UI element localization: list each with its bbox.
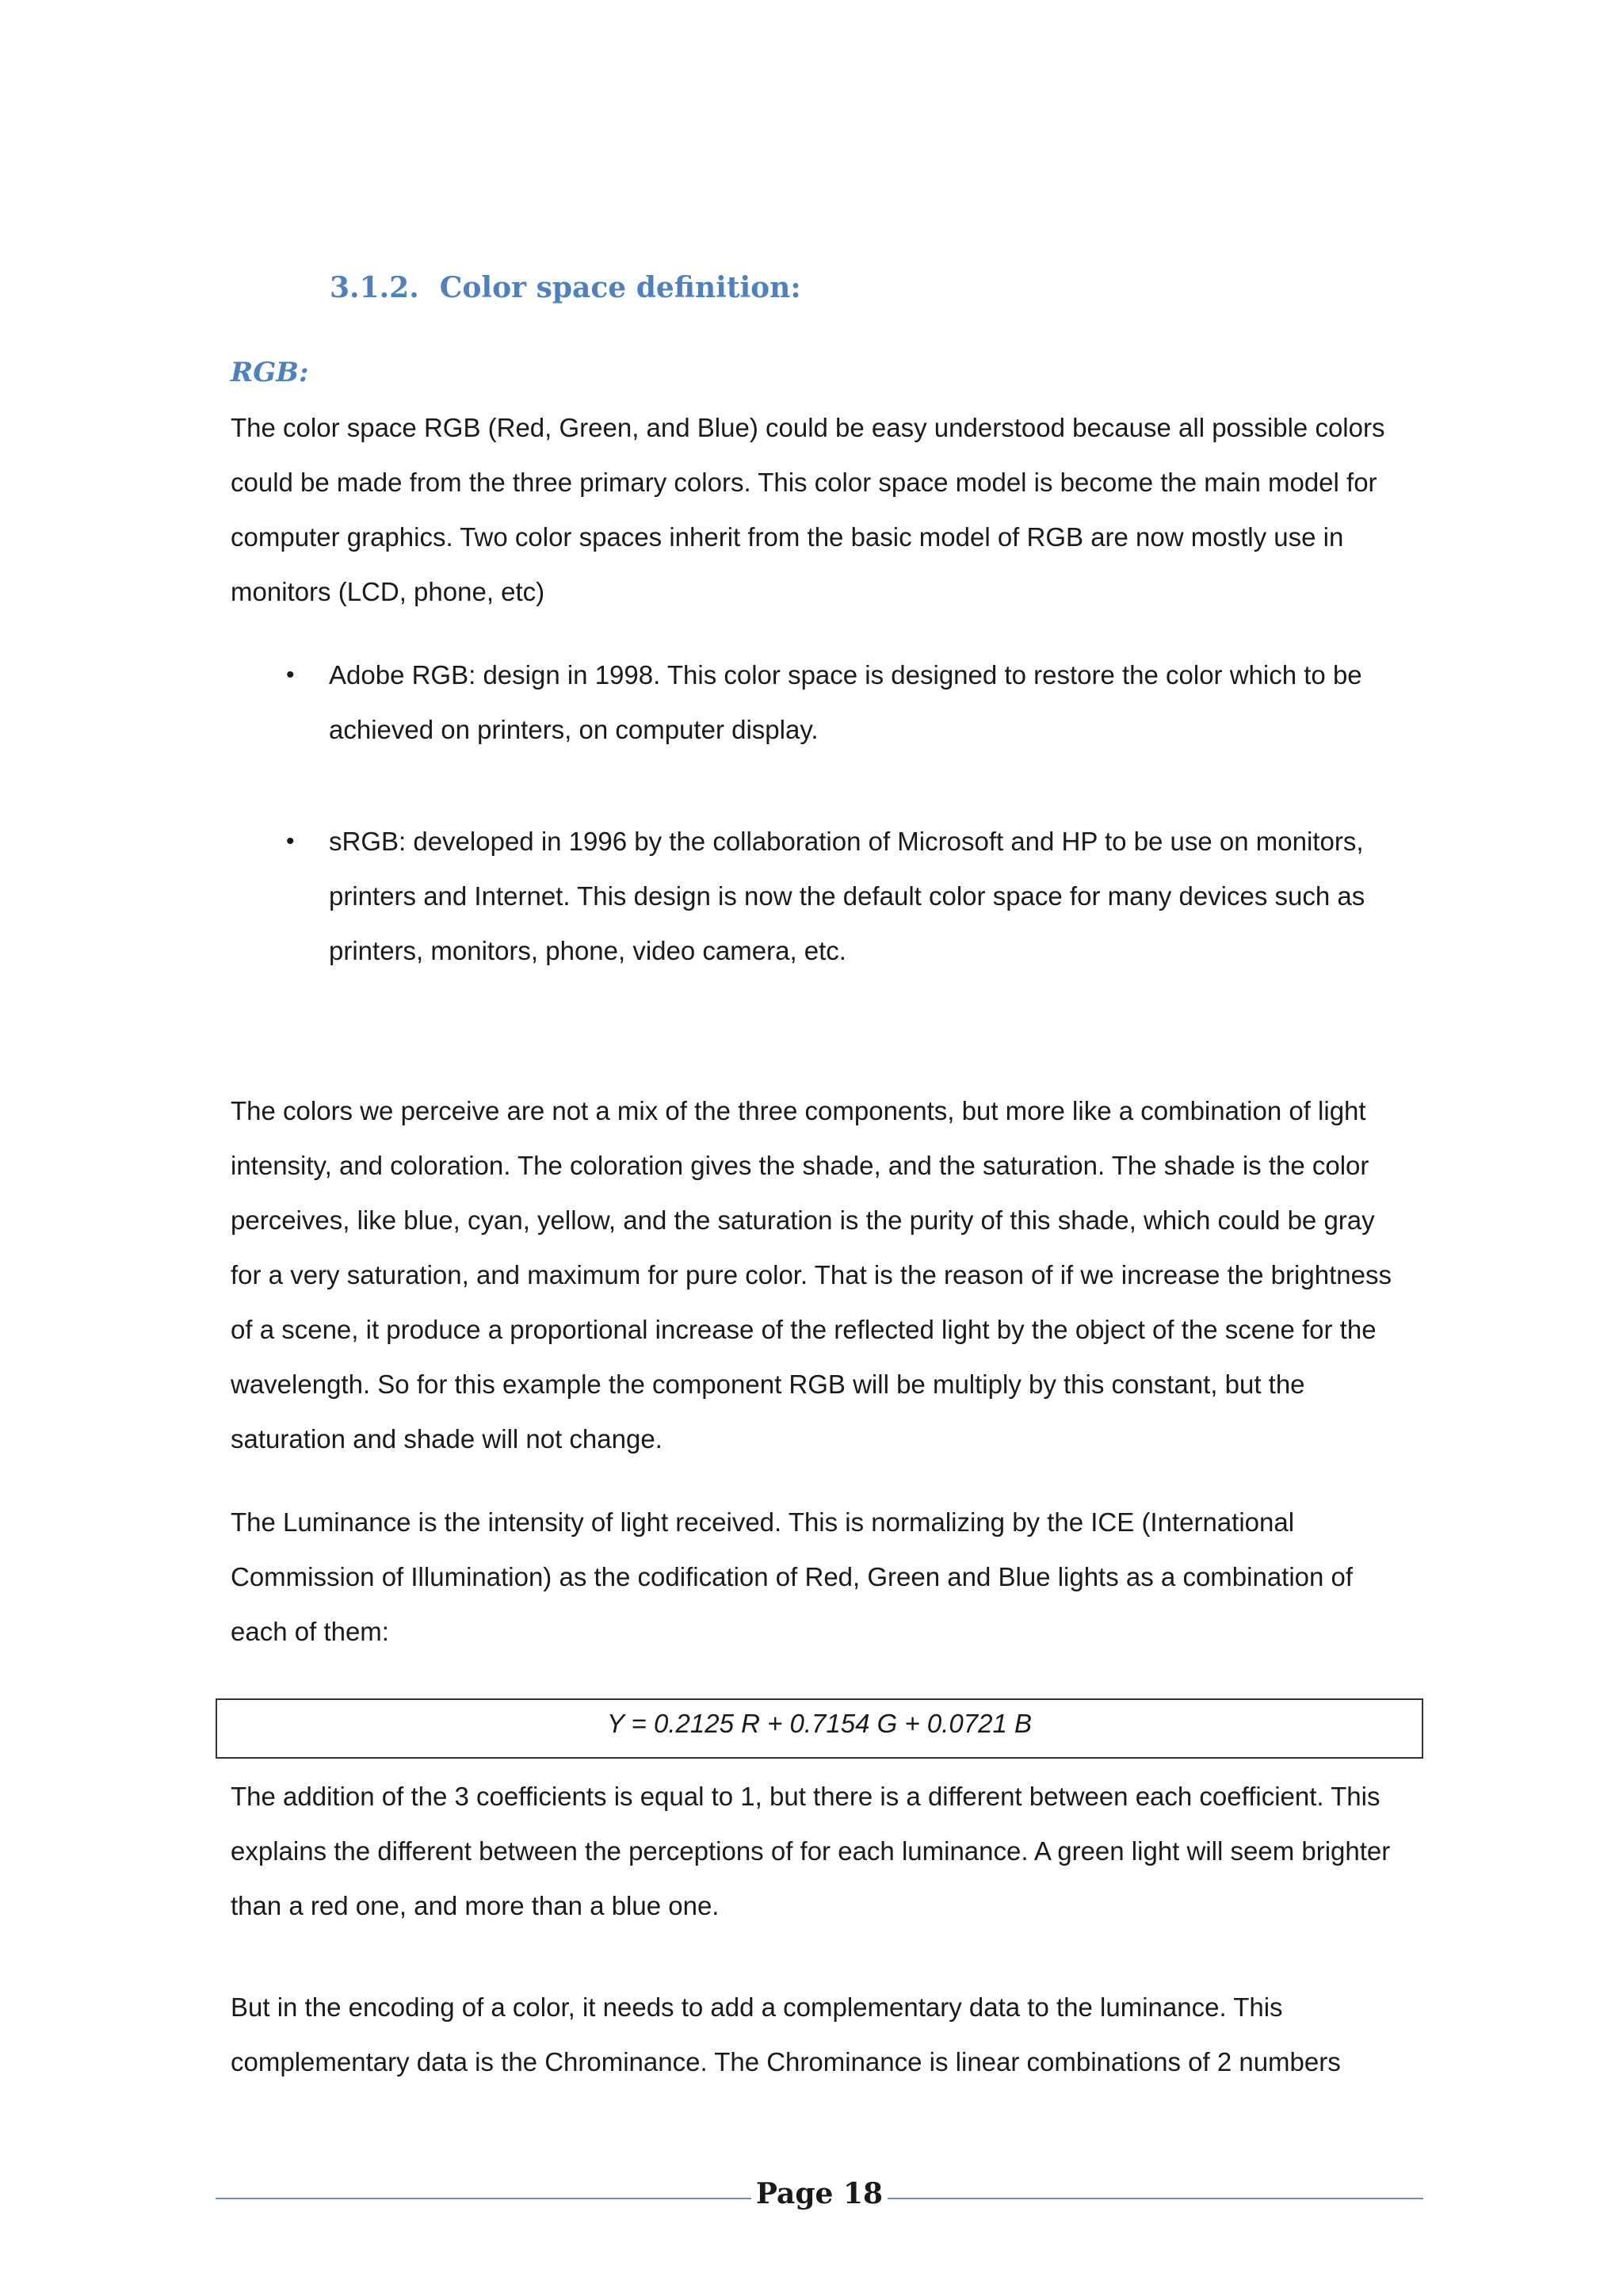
luminance-formula: Y = 0.2125 R + 0.7154 G + 0.0721 B — [216, 1698, 1423, 1759]
page-number: Page 18 — [755, 2177, 884, 2210]
paragraph-luminance: The Luminance is the intensity of light received. This is normalizing by the ICE (International Commission of Illumination) as the codification of Red, Green and Blue lights as a combination of each of them: — [231, 1507, 1354, 1646]
bullet-icon: • — [286, 662, 295, 688]
rgb-subheading: RGB: — [231, 357, 309, 388]
paragraph-chrominance: But in the encoding of a color, it needs to add a complementary data to the luminance. This complementary data is the Chrominance. The Chrominance is linear combinations of 2 numbers — [231, 1992, 1341, 2076]
list-item-text: Adobe RGB: design in 1998. This color space is designed to restore the color which to be achieved on printers, on computer display. — [329, 660, 1362, 744]
section-number: 3.1.2. — [330, 271, 419, 304]
section-title: Color space definition: — [439, 271, 801, 304]
page-footer — [216, 2176, 1423, 2223]
bullet-icon: • — [286, 828, 295, 854]
paragraph-perception: The colors we perceive are not a mix of the three components, but more like a combination of light intensity, and coloration. The coloration gives the shade, and the saturation. The shade is the color perceives, like blue, cyan, yellow, and the saturation is the purity of this shade, which could be gray for a very saturation, and maximum for pure color. That is the reason of if we increase the brightness of a scene, it produce a proportional increase of the reflected light by the object of the scene for the wavelength. So for this example the component RGB will be multiply by this constant, but the saturation and shade will not change. — [231, 1096, 1392, 1454]
footer-rule-right — [888, 2198, 1423, 2199]
list-item-text: sRGB: developed in 1996 by the collaboration of Microsoft and HP to be use on monitors, printers and Internet. This design is now the default color space for many devices such as printers, monitors, phone, video camera, etc. — [329, 827, 1365, 965]
section-heading — [330, 271, 801, 304]
paragraph-rgb-intro: The color space RGB (Red, Green, and Blue) could be easy understood because all possible colors could be made from the three primary colors. This color space model is become the main model for computer graphics. Two color spaces inherit from the basic model of RGB are now mostly use in monitors (LCD, phone, etc) — [231, 413, 1385, 606]
footer-rule-left — [216, 2198, 751, 2199]
paragraph-coefficients: The addition of the 3 coefficients is equal to 1, but there is a different between each coefficient. This explains the different between the perceptions of for each luminance. A green light will seem brighter than a red one, and more than a blue one. — [231, 1782, 1391, 1920]
